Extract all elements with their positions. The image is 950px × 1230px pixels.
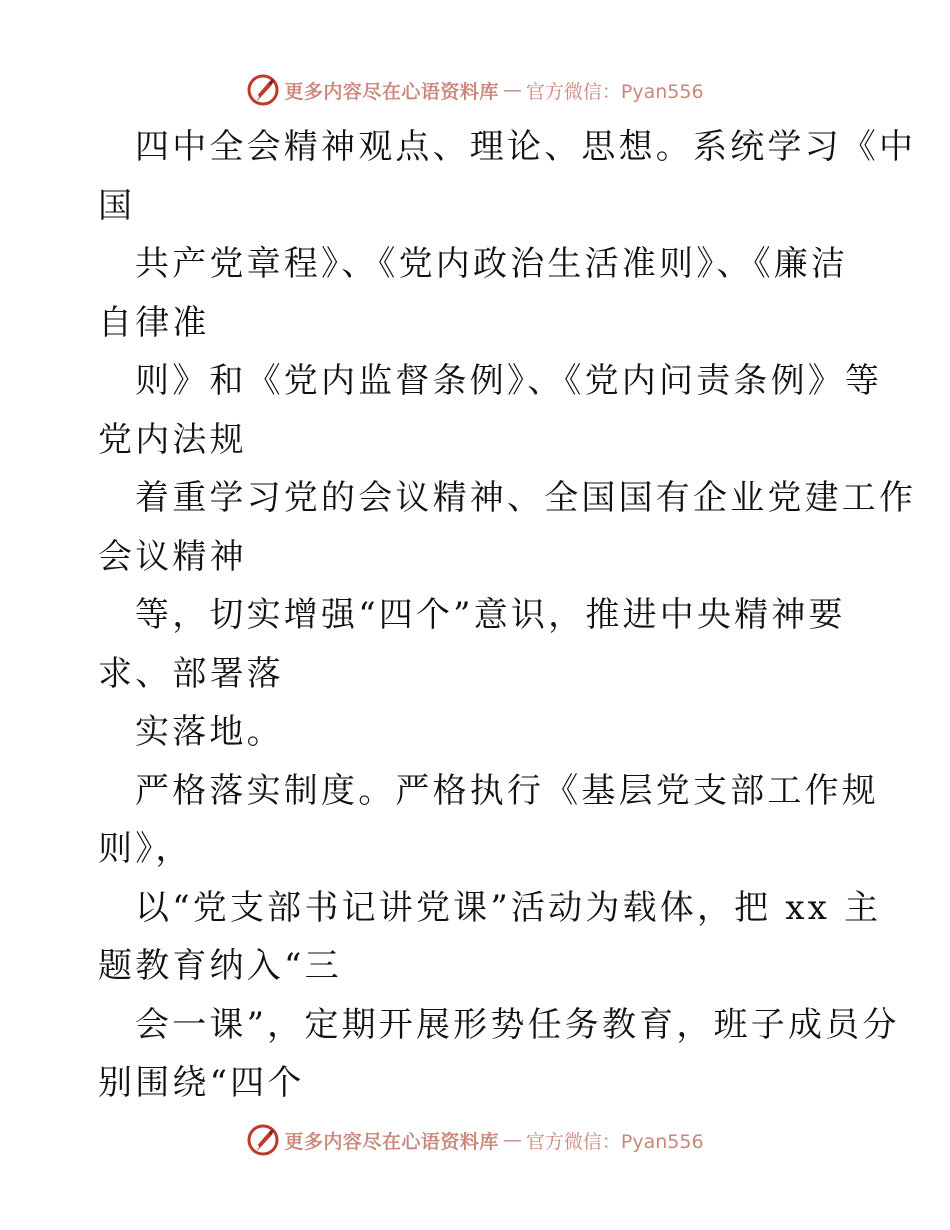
paragraph-line: 着重学习党的会议精神、全国国有企业党建工作 bbox=[135, 478, 917, 518]
paragraph-line: 自律准 bbox=[98, 302, 210, 343]
paragraph-line: 以“党支部书记讲党课”活动为载体，把 xx 主 bbox=[135, 887, 882, 928]
banner-separator: — bbox=[502, 1129, 522, 1151]
paragraph-line: 会一课”，定期开展形势任务教育，班子成员分 bbox=[135, 1004, 900, 1045]
paragraph-line: 四中全会精神观点、理论、思想。系统学习《中 bbox=[135, 127, 917, 167]
wechat-text: 官方微信：Pyan556 bbox=[525, 80, 704, 103]
paragraph-line: 等，切实增强“四个”意识，推进中央精神要 bbox=[135, 595, 846, 635]
paragraph-line: 则》， bbox=[98, 829, 193, 869]
paragraph-line: 别围绕“四个 bbox=[98, 1063, 305, 1103]
paragraph-line: 会议精神 bbox=[98, 536, 247, 577]
banner-text: 更多内容尽在心语资料库 bbox=[284, 1130, 499, 1153]
paragraph-line: 党内法规 bbox=[98, 419, 247, 460]
document-body bbox=[98, 118, 917, 1113]
paragraph-line: 实落地。 bbox=[135, 712, 284, 752]
paragraph-line: 则》和《党内监督条例》、《党内问责条例》等 bbox=[135, 361, 883, 401]
paragraph-line: 严格落实制度。严格执行《基层党支部工作规 bbox=[135, 770, 879, 811]
wechat-text: 官方微信：Pyan556 bbox=[525, 1130, 704, 1153]
paragraph-line: 共产党章程》、《党内政治生活准则》、《廉洁 bbox=[135, 244, 849, 284]
header-banner bbox=[0, 70, 950, 110]
paragraph-line: 求、部署落 bbox=[98, 653, 284, 694]
paragraph-line: 国 bbox=[98, 185, 136, 226]
pen-logo-icon bbox=[246, 1123, 280, 1157]
pen-logo-icon bbox=[246, 73, 280, 107]
banner-separator: — bbox=[502, 79, 522, 101]
paragraph-line: 题教育纳入“三 bbox=[98, 946, 342, 986]
footer-banner bbox=[0, 1120, 950, 1160]
banner-text: 更多内容尽在心语资料库 bbox=[284, 80, 499, 103]
